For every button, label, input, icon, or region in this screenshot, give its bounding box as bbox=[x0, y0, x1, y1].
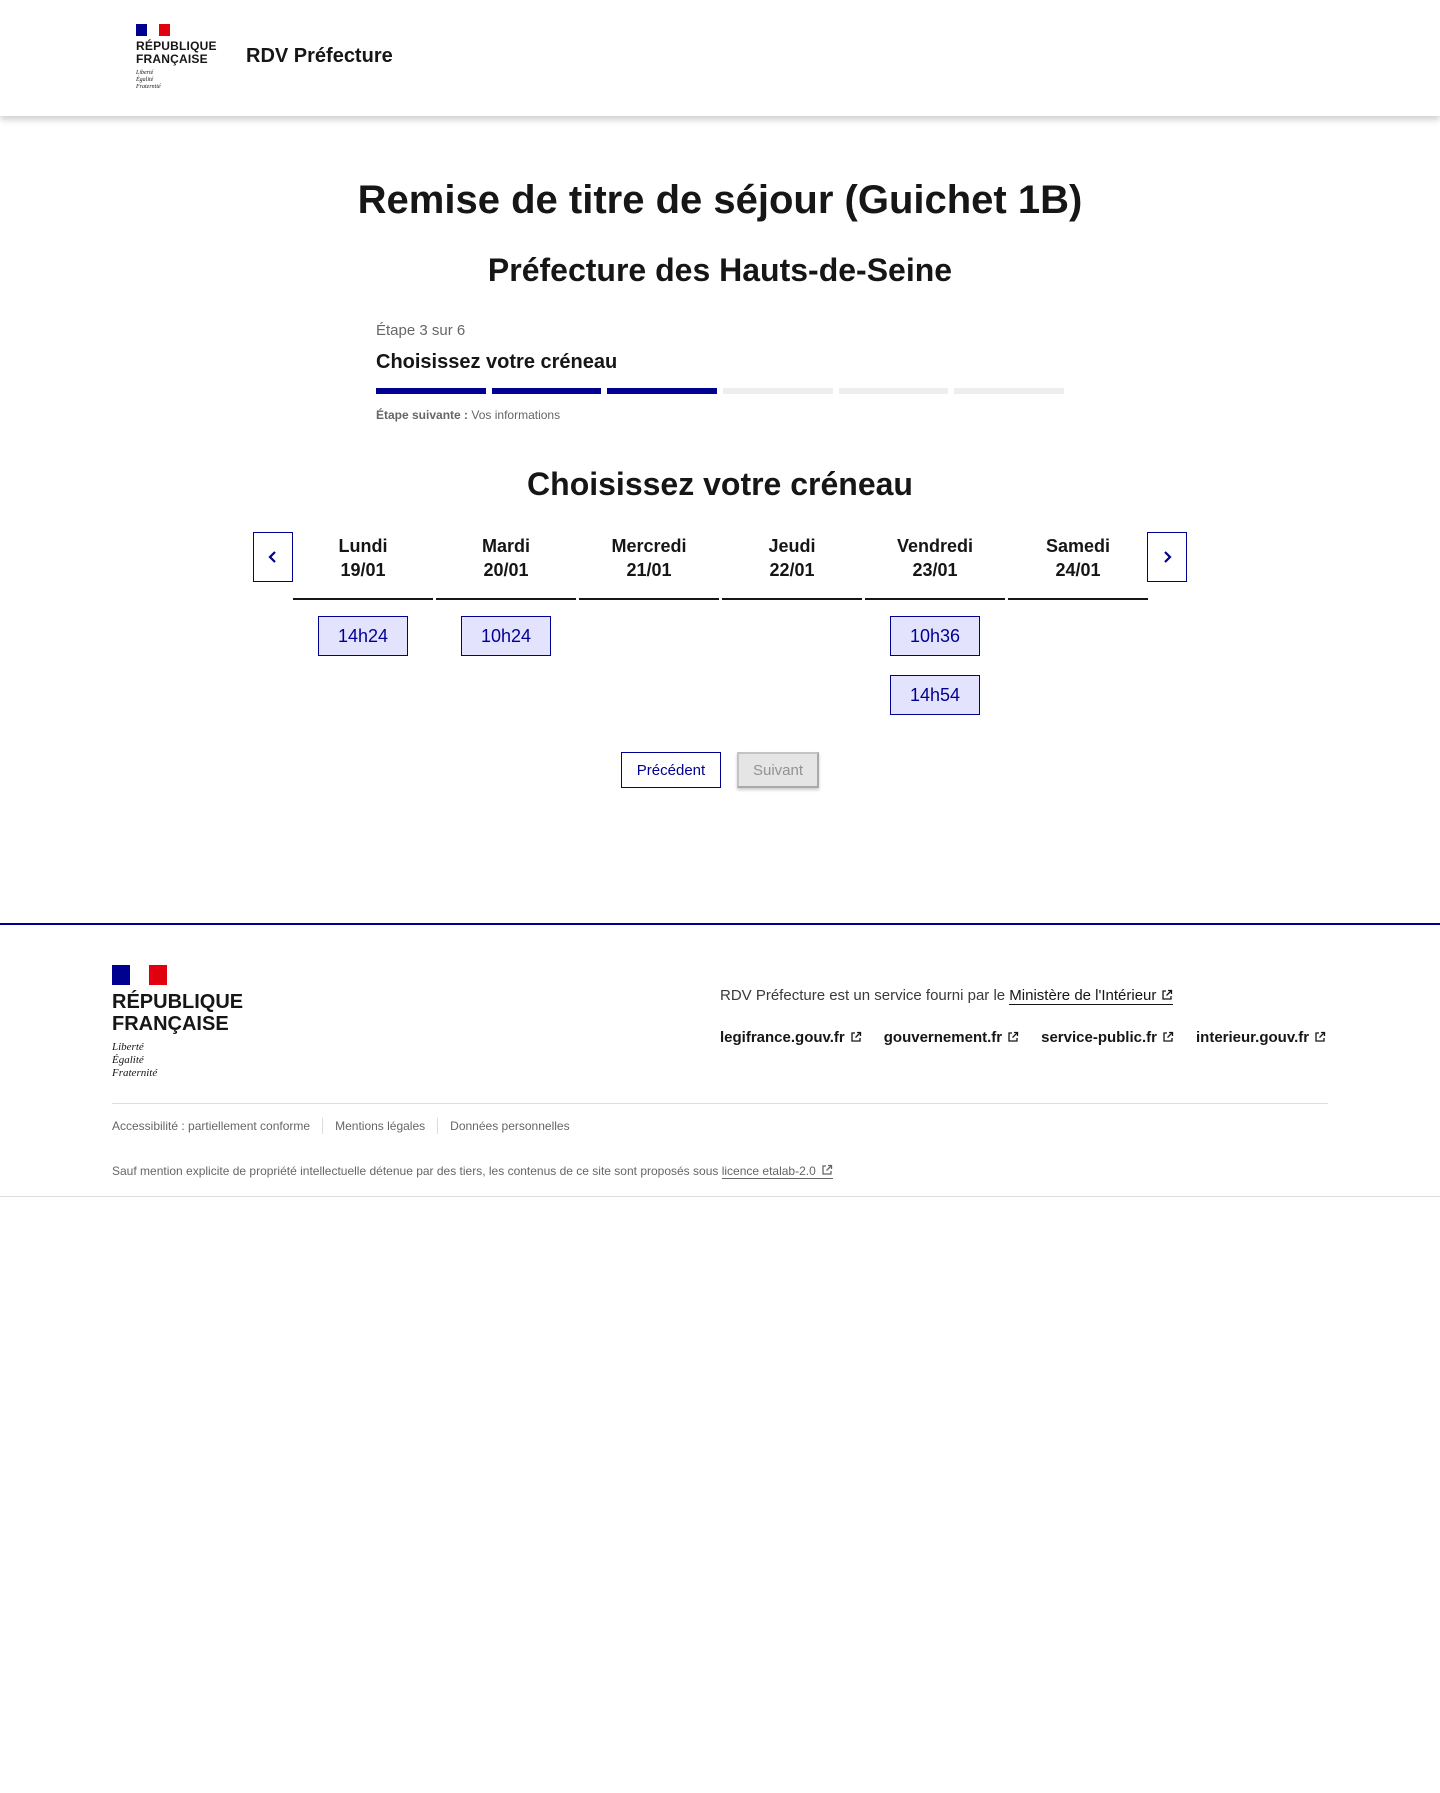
stepper-bar-6 bbox=[954, 388, 1064, 394]
day-name: Mardi bbox=[481, 536, 530, 556]
day-slots bbox=[1008, 600, 1148, 616]
logo-motto bbox=[136, 70, 218, 91]
external-link-icon bbox=[1161, 989, 1173, 1001]
day-date: 22/01 bbox=[769, 560, 815, 580]
stepper-bar-1 bbox=[376, 388, 486, 394]
service-title[interactable]: RDV Préfecture bbox=[246, 45, 393, 67]
time-slot-button[interactable]: 10h24 bbox=[461, 616, 551, 656]
day-header bbox=[436, 532, 576, 600]
mentions-legales-link[interactable]: Mentions légales bbox=[335, 1119, 426, 1133]
day-header bbox=[722, 532, 862, 600]
ministere-link[interactable] bbox=[1009, 987, 1173, 1005]
time-slot-button[interactable]: 14h24 bbox=[318, 616, 408, 656]
page-subtitle: Préfecture des Hauts-de-Seine bbox=[487, 252, 953, 288]
donnees-personnelles-link[interactable]: Données personnelles bbox=[450, 1119, 570, 1133]
footer-links bbox=[720, 1029, 1326, 1046]
day-column-samedi bbox=[1008, 532, 1148, 715]
day-header bbox=[579, 532, 719, 600]
previous-button[interactable]: Précédent bbox=[621, 752, 721, 788]
footer-bottom-separator bbox=[437, 1118, 438, 1134]
motto-egalite: Égalité bbox=[136, 77, 154, 83]
time-slot-button[interactable]: 10h36 bbox=[890, 616, 980, 656]
day-date: 23/01 bbox=[912, 560, 958, 580]
day-header bbox=[865, 532, 1005, 600]
gouvernement-link[interactable] bbox=[884, 1029, 1019, 1046]
footer-logo[interactable] bbox=[112, 965, 243, 1080]
stepper-state: Étape 3 sur 6 bbox=[376, 322, 466, 339]
day-slots bbox=[293, 600, 433, 656]
day-slots bbox=[865, 600, 1005, 715]
stepper-next-step bbox=[376, 408, 1064, 422]
page-title: Remise de titre de séjour (Guichet 1B) bbox=[357, 178, 1083, 222]
logo-line-2: FRANÇAISE bbox=[136, 52, 208, 66]
interieur-link[interactable] bbox=[1196, 1029, 1326, 1046]
day-header bbox=[293, 532, 433, 600]
next-button[interactable]: Suivant bbox=[737, 752, 819, 788]
footer-divider bbox=[112, 1103, 1328, 1104]
legifrance-link[interactable] bbox=[720, 1029, 862, 1046]
day-date: 24/01 bbox=[1055, 560, 1101, 580]
service-public-link[interactable] bbox=[1041, 1029, 1174, 1046]
logo-text bbox=[136, 40, 218, 66]
day-column-mercredi bbox=[579, 532, 719, 715]
logo-line-1: RÉPUBLIQUE bbox=[136, 39, 217, 53]
external-link-icon bbox=[1314, 1031, 1326, 1043]
footer-license-text: Sauf mention explicite de propriété intellectuelle détenue par des tiers, les contenus de ce site sont proposés sous bbox=[112, 1164, 719, 1178]
day-name: Lundi bbox=[338, 536, 388, 556]
legifrance-link-label: legifrance.gouv.fr bbox=[720, 1029, 845, 1046]
republique-francaise-logo[interactable] bbox=[136, 24, 218, 94]
footer-logo-motto bbox=[112, 1041, 243, 1080]
chevron-left-icon bbox=[267, 550, 279, 564]
stepper-next-value: Vos informations bbox=[471, 408, 561, 422]
footer-bottom-separator bbox=[322, 1118, 323, 1134]
gouvernement-link-label: gouvernement.fr bbox=[883, 1029, 1003, 1046]
day-column-jeudi bbox=[722, 532, 862, 715]
accessibilite-link[interactable]: Accessibilité : partiellement conforme bbox=[112, 1119, 311, 1133]
day-slots bbox=[436, 600, 576, 656]
interieur-link-label: interieur.gouv.fr bbox=[1196, 1029, 1310, 1046]
ministere-link-label: Ministère de l'Intérieur bbox=[1009, 987, 1157, 1004]
time-slot-button[interactable]: 14h54 bbox=[890, 675, 980, 715]
stepper-next-label: Étape suivante : bbox=[376, 408, 469, 422]
stepper-progress bbox=[376, 388, 1064, 394]
external-link-icon bbox=[1162, 1031, 1174, 1043]
footer-logo-text bbox=[112, 991, 243, 1035]
motto-liberte: Liberté bbox=[136, 70, 154, 76]
footer-bottom-links bbox=[112, 1118, 570, 1134]
stepper-bar-3 bbox=[607, 388, 717, 394]
day-slots bbox=[579, 600, 719, 616]
next-week-button[interactable] bbox=[1147, 532, 1187, 582]
site-header bbox=[0, 0, 1440, 116]
day-header bbox=[1008, 532, 1148, 600]
day-name: Jeudi bbox=[768, 536, 816, 556]
stepper-bar-2 bbox=[492, 388, 602, 394]
service-public-link-label: service-public.fr bbox=[1041, 1029, 1157, 1046]
footer-license bbox=[112, 1164, 833, 1178]
day-name: Samedi bbox=[1045, 536, 1111, 556]
day-date: 21/01 bbox=[626, 560, 672, 580]
calendar-days bbox=[293, 532, 1148, 715]
day-column-lundi bbox=[293, 532, 433, 715]
day-name: Mercredi bbox=[611, 536, 687, 556]
external-link-icon bbox=[1007, 1031, 1019, 1043]
motto-egalite: Égalité bbox=[112, 1054, 144, 1066]
external-link-icon bbox=[821, 1164, 833, 1176]
stepper bbox=[376, 322, 1064, 422]
chevron-right-icon bbox=[1161, 550, 1173, 564]
stepper-title: Choisissez votre créneau bbox=[376, 351, 618, 373]
site-footer bbox=[0, 923, 1440, 1197]
day-column-mardi bbox=[436, 532, 576, 715]
calendar-title: Choisissez votre créneau bbox=[527, 466, 913, 502]
motto-fraternite: Fraternité bbox=[112, 1067, 158, 1079]
french-flag-icon bbox=[112, 965, 167, 985]
stepper-bar-4 bbox=[723, 388, 833, 394]
day-column-vendredi bbox=[865, 532, 1005, 715]
day-slots bbox=[722, 600, 862, 616]
day-name: Vendredi bbox=[896, 536, 974, 556]
external-link-icon bbox=[850, 1031, 862, 1043]
footer-logo-line-1: RÉPUBLIQUE bbox=[112, 991, 244, 1013]
footer-description-text: RDV Préfecture est un service fourni par le bbox=[720, 987, 1006, 1004]
license-link-label: licence etalab-2.0 bbox=[721, 1164, 816, 1178]
french-flag-icon bbox=[136, 24, 170, 36]
motto-fraternite: Fraternité bbox=[136, 84, 161, 90]
previous-week-button[interactable] bbox=[253, 532, 293, 582]
footer-description bbox=[720, 987, 1173, 1004]
day-date: 20/01 bbox=[483, 560, 529, 580]
stepper-bar-5 bbox=[839, 388, 949, 394]
day-date: 19/01 bbox=[340, 560, 386, 580]
license-link[interactable] bbox=[722, 1164, 833, 1179]
footer-logo-line-2: FRANÇAISE bbox=[112, 1013, 229, 1035]
motto-liberte: Liberté bbox=[112, 1041, 144, 1053]
